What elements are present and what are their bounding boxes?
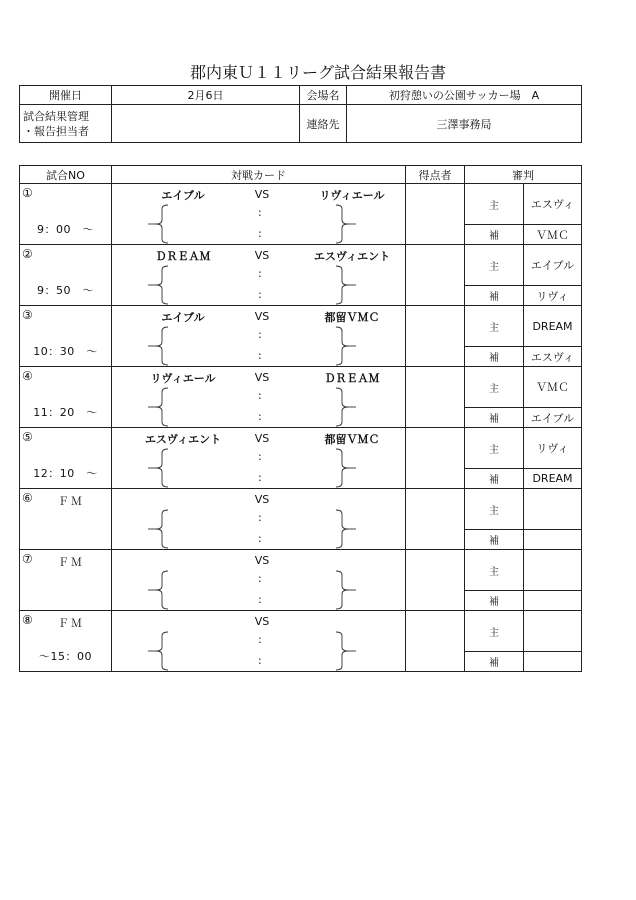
- date-label: 開催日: [20, 86, 112, 105]
- main-referee-label: 主: [465, 489, 524, 530]
- sub-referee-team: ＶＭＣ: [524, 225, 582, 245]
- match-card-cell: [112, 428, 406, 489]
- score-colon-first-half: :: [258, 389, 262, 402]
- scorer-cell: [406, 428, 465, 489]
- main-referee-label: 主: [465, 550, 524, 591]
- match-fm-label: ＦＭ: [58, 495, 84, 508]
- vs-label: VS: [254, 371, 270, 384]
- scorer-cell: [406, 611, 465, 672]
- main-referee-team: ＶＭＣ: [524, 367, 582, 408]
- scorer-cell: [406, 184, 465, 245]
- main-referee-label: 主: [465, 184, 524, 225]
- main-referee-team: エスヴィ: [524, 184, 582, 225]
- match-number: ⑥: [22, 491, 33, 505]
- match-fm-label: ＦＭ: [58, 617, 84, 630]
- sub-referee-team: [524, 591, 582, 611]
- vs-label: VS: [254, 188, 270, 201]
- score-colon-first-half: :: [258, 450, 262, 463]
- team-a: ＤＲＥＡＭ: [155, 250, 211, 263]
- team-b: リヴィエール: [319, 189, 385, 202]
- match-results-table: [19, 165, 582, 672]
- score-colon-second-half: :: [258, 471, 262, 484]
- match-row: [20, 184, 582, 225]
- match-row: [20, 428, 582, 469]
- match-card-cell: [112, 184, 406, 245]
- header-match-no: 試合NO: [20, 166, 112, 184]
- match-row: [20, 489, 582, 530]
- match-fm-label: ＦＭ: [58, 556, 84, 569]
- team-b: 都留ＶＭＣ: [324, 433, 380, 446]
- team-a: リヴィエール: [150, 372, 216, 385]
- vs-label: VS: [254, 310, 270, 323]
- match-no-cell: [20, 611, 112, 672]
- match-time: 12：10 ～: [33, 467, 98, 480]
- sub-referee-team: エイブル: [524, 408, 582, 428]
- match-row: [20, 245, 582, 286]
- main-referee-team: リヴィ: [524, 428, 582, 469]
- match-card-cell: [112, 367, 406, 428]
- match-time: 10：30 ～: [33, 345, 98, 358]
- score-colon-first-half: :: [258, 511, 262, 524]
- score-colon-first-half: :: [258, 572, 262, 585]
- score-colon-second-half: :: [258, 410, 262, 423]
- match-no-cell: [20, 306, 112, 367]
- main-referee-team: [524, 611, 582, 652]
- sub-referee-label: 補: [465, 469, 524, 489]
- match-card-cell: [112, 489, 406, 550]
- main-referee-label: 主: [465, 245, 524, 286]
- match-no-cell: [20, 245, 112, 306]
- manager-label-line2: ・報告担当者: [23, 124, 89, 138]
- main-referee-team: DREAM: [524, 306, 582, 347]
- score-colon-second-half: :: [258, 654, 262, 667]
- match-row: [20, 611, 582, 652]
- manager-value: [112, 105, 300, 143]
- sub-referee-label: 補: [465, 225, 524, 245]
- main-referee-label: 主: [465, 428, 524, 469]
- team-b: ＤＲＥＡＭ: [324, 372, 380, 385]
- team-b: エスヴィエント: [313, 250, 391, 263]
- team-a: エイブル: [161, 189, 205, 202]
- main-referee-label: 主: [465, 367, 524, 408]
- sub-referee-label: 補: [465, 408, 524, 428]
- sub-referee-label: 補: [465, 591, 524, 611]
- match-no-cell: [20, 489, 112, 550]
- vs-label: VS: [254, 432, 270, 445]
- main-referee-team: エイブル: [524, 245, 582, 286]
- contact-label: 連絡先: [300, 105, 347, 143]
- match-time: 9：00 ～: [37, 223, 94, 236]
- score-colon-second-half: :: [258, 593, 262, 606]
- vs-label: VS: [254, 249, 270, 262]
- score-colon-first-half: :: [258, 328, 262, 341]
- match-row: [20, 306, 582, 347]
- sub-referee-team: [524, 530, 582, 550]
- main-referee-team: [524, 550, 582, 591]
- sub-referee-label: 補: [465, 530, 524, 550]
- sub-referee-team: DREAM: [524, 469, 582, 489]
- main-referee-team: [524, 489, 582, 530]
- match-time: 9：50 ～: [37, 284, 94, 297]
- sub-referee-team: [524, 652, 582, 672]
- vs-label: VS: [254, 493, 270, 506]
- match-card-cell: [112, 306, 406, 367]
- main-referee-label: 主: [465, 306, 524, 347]
- score-colon-second-half: :: [258, 532, 262, 545]
- header-scorer: 得点者: [406, 166, 465, 184]
- match-no-cell: [20, 428, 112, 489]
- sub-referee-label: 補: [465, 652, 524, 672]
- vs-label: VS: [254, 554, 270, 567]
- match-no-cell: [20, 367, 112, 428]
- venue-value: 初狩憩いの公園サッカー場 A: [347, 86, 582, 105]
- sub-referee-label: 補: [465, 347, 524, 367]
- scorer-cell: [406, 306, 465, 367]
- scorer-cell: [406, 550, 465, 611]
- match-number: ①: [22, 186, 33, 200]
- scorer-cell: [406, 367, 465, 428]
- header-referee: 審判: [465, 166, 582, 184]
- match-no-cell: [20, 184, 112, 245]
- match-number: ⑤: [22, 430, 33, 444]
- match-number: ③: [22, 308, 33, 322]
- match-row: [20, 550, 582, 591]
- sub-referee-label: 補: [465, 286, 524, 306]
- contact-value: 三澤事務局: [347, 105, 582, 143]
- match-card-cell: [112, 550, 406, 611]
- scorer-cell: [406, 489, 465, 550]
- main-referee-label: 主: [465, 611, 524, 652]
- score-colon-first-half: :: [258, 633, 262, 646]
- match-card-cell: [112, 245, 406, 306]
- match-number: ⑧: [22, 613, 33, 627]
- score-colon-first-half: :: [258, 206, 262, 219]
- scorer-cell: [406, 245, 465, 306]
- score-colon-first-half: :: [258, 267, 262, 280]
- match-number: ②: [22, 247, 33, 261]
- date-value: 2月6日: [112, 86, 300, 105]
- match-row: [20, 367, 582, 408]
- team-a: エスヴィエント: [144, 433, 222, 446]
- score-colon-second-half: :: [258, 349, 262, 362]
- team-a: エイブル: [161, 311, 205, 324]
- match-time: ～15：00: [39, 650, 92, 663]
- venue-label: 会場名: [300, 86, 347, 105]
- report-title: 郡内東Ｕ１１リーグ試合結果報告書: [189, 63, 446, 82]
- score-colon-second-half: :: [258, 227, 262, 240]
- match-card-cell: [112, 611, 406, 672]
- team-b: 都留ＶＭＣ: [324, 311, 380, 324]
- sub-referee-team: エスヴィ: [524, 347, 582, 367]
- vs-label: VS: [254, 615, 270, 628]
- manager-label-line1: 試合結果管理: [23, 109, 89, 123]
- event-info-table: [19, 85, 582, 143]
- match-number: ⑦: [22, 552, 33, 566]
- header-card: 対戦カード: [112, 166, 406, 184]
- sub-referee-team: リヴィ: [524, 286, 582, 306]
- manager-label: [20, 105, 112, 143]
- match-no-cell: [20, 550, 112, 611]
- match-number: ④: [22, 369, 33, 383]
- match-time: 11：20 ～: [33, 406, 98, 419]
- score-colon-second-half: :: [258, 288, 262, 301]
